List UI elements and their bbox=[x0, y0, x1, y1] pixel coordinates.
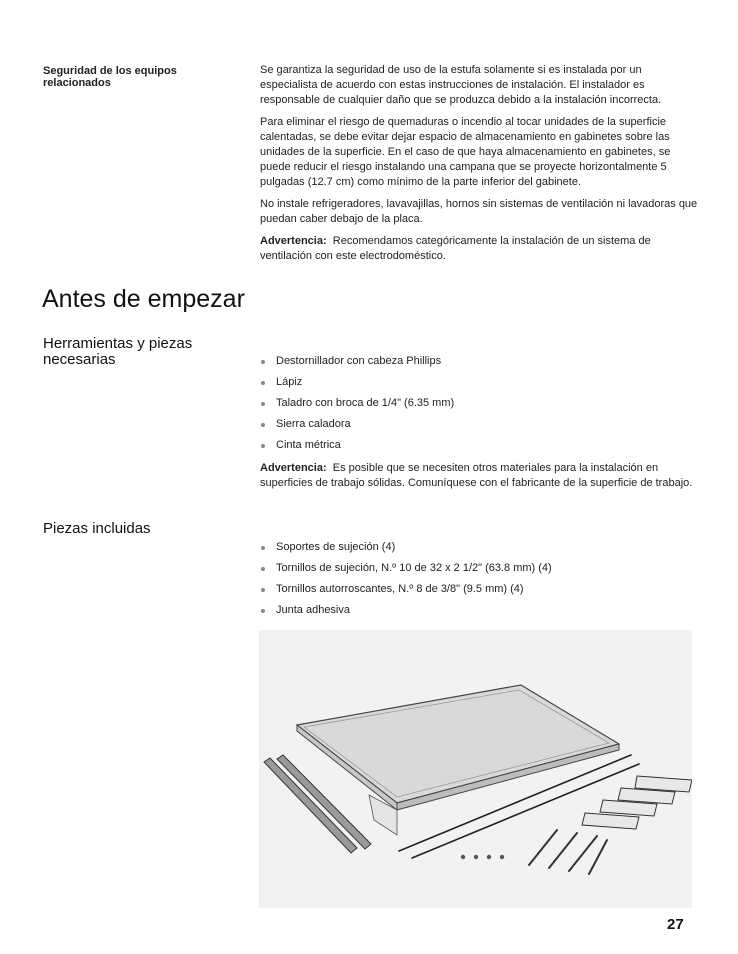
section-title: Antes de empezar bbox=[42, 285, 245, 313]
tools-list bbox=[260, 354, 700, 459]
list-item: Soportes de sujeción (4) bbox=[260, 540, 700, 561]
warning-paragraph bbox=[260, 234, 700, 264]
mounting-screw bbox=[529, 830, 607, 874]
list-item: Sierra caladora bbox=[260, 417, 700, 438]
list-item: Tornillos de sujeción, N.º 10 de 32 x 2 1/2" (63.8 mm) (4) bbox=[260, 561, 700, 582]
parts-illustration bbox=[259, 630, 692, 908]
included-list bbox=[260, 540, 700, 624]
included-body bbox=[260, 540, 700, 624]
warning-text: Recomendamos categóricamente la instalación de un sistema de ventilación con este electrodoméstico. bbox=[260, 235, 651, 262]
self-tapping-screw bbox=[461, 855, 504, 859]
tools-heading: Herramientas y piezas necesarias bbox=[43, 335, 193, 368]
mounting-bracket bbox=[582, 776, 692, 829]
paragraph: Se garantiza la seguridad de uso de la estufa solamente si es instalada por un especialista de acuerdo con estas instrucciones de instalación. El instalador es responsable de cualquier daño que se produzca debido a la instalación incorrecta. bbox=[260, 64, 662, 106]
warning-paragraph bbox=[260, 461, 700, 491]
paragraph: Para eliminar el riesgo de quemaduras o incendio al tocar unidades de la superficie calentadas, se debe evitar dejar espacio de almacenamiento en gabinetes sobre las unidades de la superficie. En el caso de que haya almacenamiento en gabinetes, se puede reducir el riesgo instalando una campana que se proyecte horizontalmente 5 pulgadas (12.7 cm) como mínimo de la parte inferior del gabinete. bbox=[260, 116, 671, 188]
included-heading: Piezas incluidas bbox=[43, 520, 151, 537]
warning-label: Advertencia: bbox=[260, 235, 327, 247]
related-equipment-body bbox=[260, 63, 700, 271]
parts-drawing bbox=[259, 630, 692, 908]
list-item: Cinta métrica bbox=[260, 438, 700, 459]
list-item: Tornillos autorroscantes, N.º 8 de 3/8" (9.5 mm) (4) bbox=[260, 582, 700, 603]
paragraph: No instale refrigeradores, lavavajillas, hornos sin sistemas de ventilación ni lavadoras que puedan caber debajo de la placa. bbox=[260, 198, 698, 225]
warning-text: Es posible que se necesiten otros materiales para la instalación en superficies de trabajo sólidas. Comuníquese con el fabricante de la superficie de trabajo. bbox=[260, 462, 693, 489]
list-item: Destornillador con cabeza Phillips bbox=[260, 354, 700, 375]
list-item: Lápiz bbox=[260, 375, 700, 396]
cooktop-glass bbox=[297, 685, 619, 803]
tools-body bbox=[260, 354, 700, 498]
list-item: Taladro con broca de 1/4" (6.35 mm) bbox=[260, 396, 700, 417]
related-equipment-heading: Seguridad de los equipos relacionados bbox=[43, 65, 177, 89]
page-number: 27 bbox=[667, 916, 684, 933]
warning-label: Advertencia: bbox=[260, 462, 327, 474]
list-item: Junta adhesiva bbox=[260, 603, 700, 624]
